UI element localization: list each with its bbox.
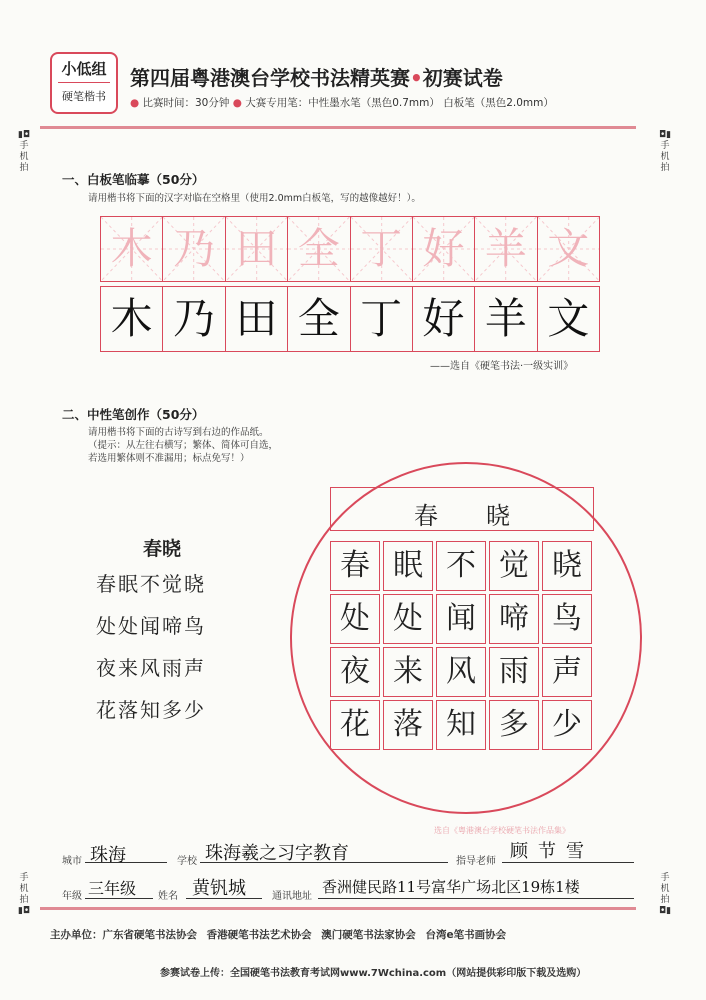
special-pens: 大赛专用笔：中性墨水笔（黑色0.7mm） 白板笔（黑色2.0mm） — [245, 97, 554, 109]
upload-note: 参赛试卷上传：全国硬笔书法教育考试网www.7Wchina.com（网站提供彩印版下载及选购） — [160, 968, 587, 979]
copy-cell[interactable] — [475, 287, 537, 351]
copy-cell[interactable] — [351, 287, 413, 351]
exam-time: 比赛时间：30分钟 — [142, 97, 230, 109]
model-cell — [101, 217, 163, 281]
camera-icon: ▮◘ — [17, 130, 31, 140]
model-cell — [226, 217, 288, 281]
work-char: 处 — [340, 601, 370, 636]
work-cell[interactable] — [383, 700, 433, 750]
written-char: 文 — [547, 294, 590, 343]
work-cell[interactable] — [330, 594, 380, 644]
side-marker-left-top — [17, 130, 31, 174]
address-value[interactable]: 香洲健民路11号富华广场北区19栋1楼 — [322, 878, 580, 896]
model-char: 羊 — [484, 224, 527, 273]
badge-group-label: 小低组 — [61, 60, 107, 78]
address-underline — [318, 898, 634, 899]
poem-line: 处处闻啼鸟 — [96, 614, 206, 638]
work-char: 花 — [340, 707, 370, 742]
school-value[interactable]: 珠海羲之习字教育 — [205, 843, 349, 864]
copy-cell[interactable] — [101, 287, 163, 351]
work-char: 多 — [499, 707, 529, 742]
city-value[interactable]: 珠海 — [90, 845, 126, 866]
work-char: 落 — [393, 707, 423, 742]
work-char: 觉 — [499, 548, 529, 583]
work-cell[interactable] — [542, 541, 592, 591]
title-main: 第四届粤港澳台学校书法精英赛 — [130, 66, 410, 90]
work-char: 声 — [552, 654, 582, 689]
grade-label: 年级 — [62, 891, 82, 902]
school-label: 学校 — [177, 856, 197, 867]
teacher-label: 指导老师 — [456, 856, 496, 867]
written-char: 好 — [422, 294, 465, 343]
group-badge — [50, 52, 118, 114]
model-cell — [288, 217, 350, 281]
work-char: 夜 — [340, 654, 370, 689]
written-char: 木 — [110, 294, 153, 343]
page-subtitle: ● 比赛时间：30分钟 ● 大赛专用笔：中性墨水笔（黑色0.7mm） 白板笔（黑色2.0mm） — [130, 97, 554, 109]
work-char: 眠 — [393, 548, 423, 583]
side-marker-right-top — [658, 130, 672, 174]
model-cell — [538, 217, 599, 281]
work-char: 处 — [393, 601, 423, 636]
model-char: 田 — [235, 224, 278, 273]
camera-icon: ◘▮ — [658, 130, 672, 140]
work-cell[interactable] — [383, 647, 433, 697]
work-grid[interactable] — [330, 541, 594, 750]
teacher-value[interactable]: 顾节雪 — [510, 841, 594, 862]
work-cell[interactable] — [330, 541, 380, 591]
work-char: 不 — [446, 548, 476, 583]
faint-note: 选自《粤港澳台学校硬笔书法作品集》 — [434, 826, 570, 835]
work-cell[interactable] — [436, 647, 486, 697]
work-char: 晓 — [552, 548, 582, 583]
title-dot: • — [410, 66, 423, 90]
section1-instruction: 请用楷书将下面的汉字对临在空格里（使用2.0mm白板笔，写的越像越好！）。 — [88, 193, 421, 204]
title-suffix: 初赛试卷 — [422, 66, 503, 90]
work-char: 鸟 — [552, 601, 582, 636]
side-marker-right-bottom — [658, 873, 672, 917]
city-underline — [85, 862, 167, 863]
copy-cell[interactable] — [288, 287, 350, 351]
work-cell[interactable] — [489, 647, 539, 697]
camera-icon: ◘▮ — [658, 906, 672, 916]
work-cell[interactable] — [436, 700, 486, 750]
model-char: 乃 — [173, 224, 216, 273]
poem-line: 夜来风雨声 — [96, 656, 206, 680]
instruction-line: 请用楷书将下面的古诗写到右边的作品纸。 — [88, 427, 269, 438]
written-char: 乃 — [173, 294, 216, 343]
side-label: 手机拍 — [19, 873, 29, 905]
written-char: 全 — [297, 294, 340, 343]
work-cell[interactable] — [542, 594, 592, 644]
work-char: 春 — [340, 548, 370, 583]
model-cell — [163, 217, 225, 281]
city-label: 城市 — [62, 856, 82, 867]
instruction-line: （提示：从左往右横写；繁体、简体可自选， — [88, 440, 279, 451]
work-cell[interactable] — [489, 594, 539, 644]
name-value[interactable]: 黄钒城 — [192, 878, 246, 899]
model-char: 丁 — [360, 224, 403, 273]
work-char: 来 — [393, 654, 423, 689]
model-char: 文 — [547, 224, 590, 273]
work-char: 风 — [446, 654, 476, 689]
model-grid — [100, 216, 600, 282]
copy-cell[interactable] — [163, 287, 225, 351]
poem-title: 春晓 — [143, 538, 182, 560]
copy-cell[interactable] — [413, 287, 475, 351]
section2-title: 二、中性笔创作（50分） — [62, 407, 205, 422]
model-char: 木 — [110, 224, 153, 273]
work-title-box[interactable] — [330, 487, 594, 531]
organizers: 主办单位：广东省硬笔书法协会 香港硬笔书法艺术协会 澳门硬笔书法家协会 台湾e笔书画协会 — [50, 929, 507, 941]
side-marker-left-bottom — [17, 873, 31, 917]
badge-style-label: 硬笔楷书 — [62, 90, 106, 103]
model-cell — [413, 217, 475, 281]
name-label: 姓名 — [158, 891, 178, 902]
copy-grid[interactable] — [100, 286, 600, 352]
instruction-line: 若选用繁体则不准漏用；标点免写！） — [88, 453, 250, 464]
copy-cell[interactable] — [226, 287, 288, 351]
section2-instruction — [88, 426, 278, 465]
page-title — [130, 62, 503, 91]
work-char: 少 — [552, 707, 582, 742]
poem-line: 花落知多少 — [96, 698, 206, 722]
work-cell[interactable] — [330, 700, 380, 750]
written-char: 羊 — [484, 294, 527, 343]
work-cell[interactable] — [542, 647, 592, 697]
teacher-underline — [502, 862, 634, 863]
model-char: 全 — [297, 224, 340, 273]
source-note: ——选自《硬笔书法·一级实训》 — [430, 361, 574, 372]
work-char: 知 — [446, 707, 476, 742]
model-char: 好 — [422, 224, 465, 273]
address-label: 通讯地址 — [272, 891, 312, 902]
work-cell[interactable] — [489, 700, 539, 750]
model-cell — [351, 217, 413, 281]
bottom-divider — [40, 907, 636, 910]
work-char: 闻 — [446, 601, 476, 636]
work-cell[interactable] — [542, 700, 592, 750]
copy-cell[interactable] — [538, 287, 599, 351]
work-cell[interactable] — [330, 647, 380, 697]
side-label: 手机拍 — [19, 141, 29, 173]
name-underline — [186, 898, 262, 899]
model-cell — [475, 217, 537, 281]
section1-title: 一、白板笔临摹（50分） — [62, 172, 205, 187]
side-label: 手机拍 — [660, 141, 670, 173]
work-cell[interactable] — [436, 594, 486, 644]
work-cell[interactable] — [383, 594, 433, 644]
work-cell[interactable] — [489, 541, 539, 591]
grade-value[interactable]: 三年级 — [88, 879, 137, 898]
camera-icon: ▮◘ — [17, 906, 31, 916]
top-divider — [40, 126, 636, 129]
work-char: 啼 — [499, 601, 529, 636]
work-cell[interactable] — [436, 541, 486, 591]
grade-underline — [85, 898, 153, 899]
work-char: 雨 — [499, 654, 529, 689]
work-cell[interactable] — [383, 541, 433, 591]
work-title: 春晓 — [414, 502, 558, 530]
side-label: 手机拍 — [660, 873, 670, 905]
written-char: 丁 — [360, 294, 403, 343]
poem-line: 春眠不觉晓 — [96, 572, 206, 596]
written-char: 田 — [235, 294, 278, 343]
school-underline — [200, 862, 448, 863]
